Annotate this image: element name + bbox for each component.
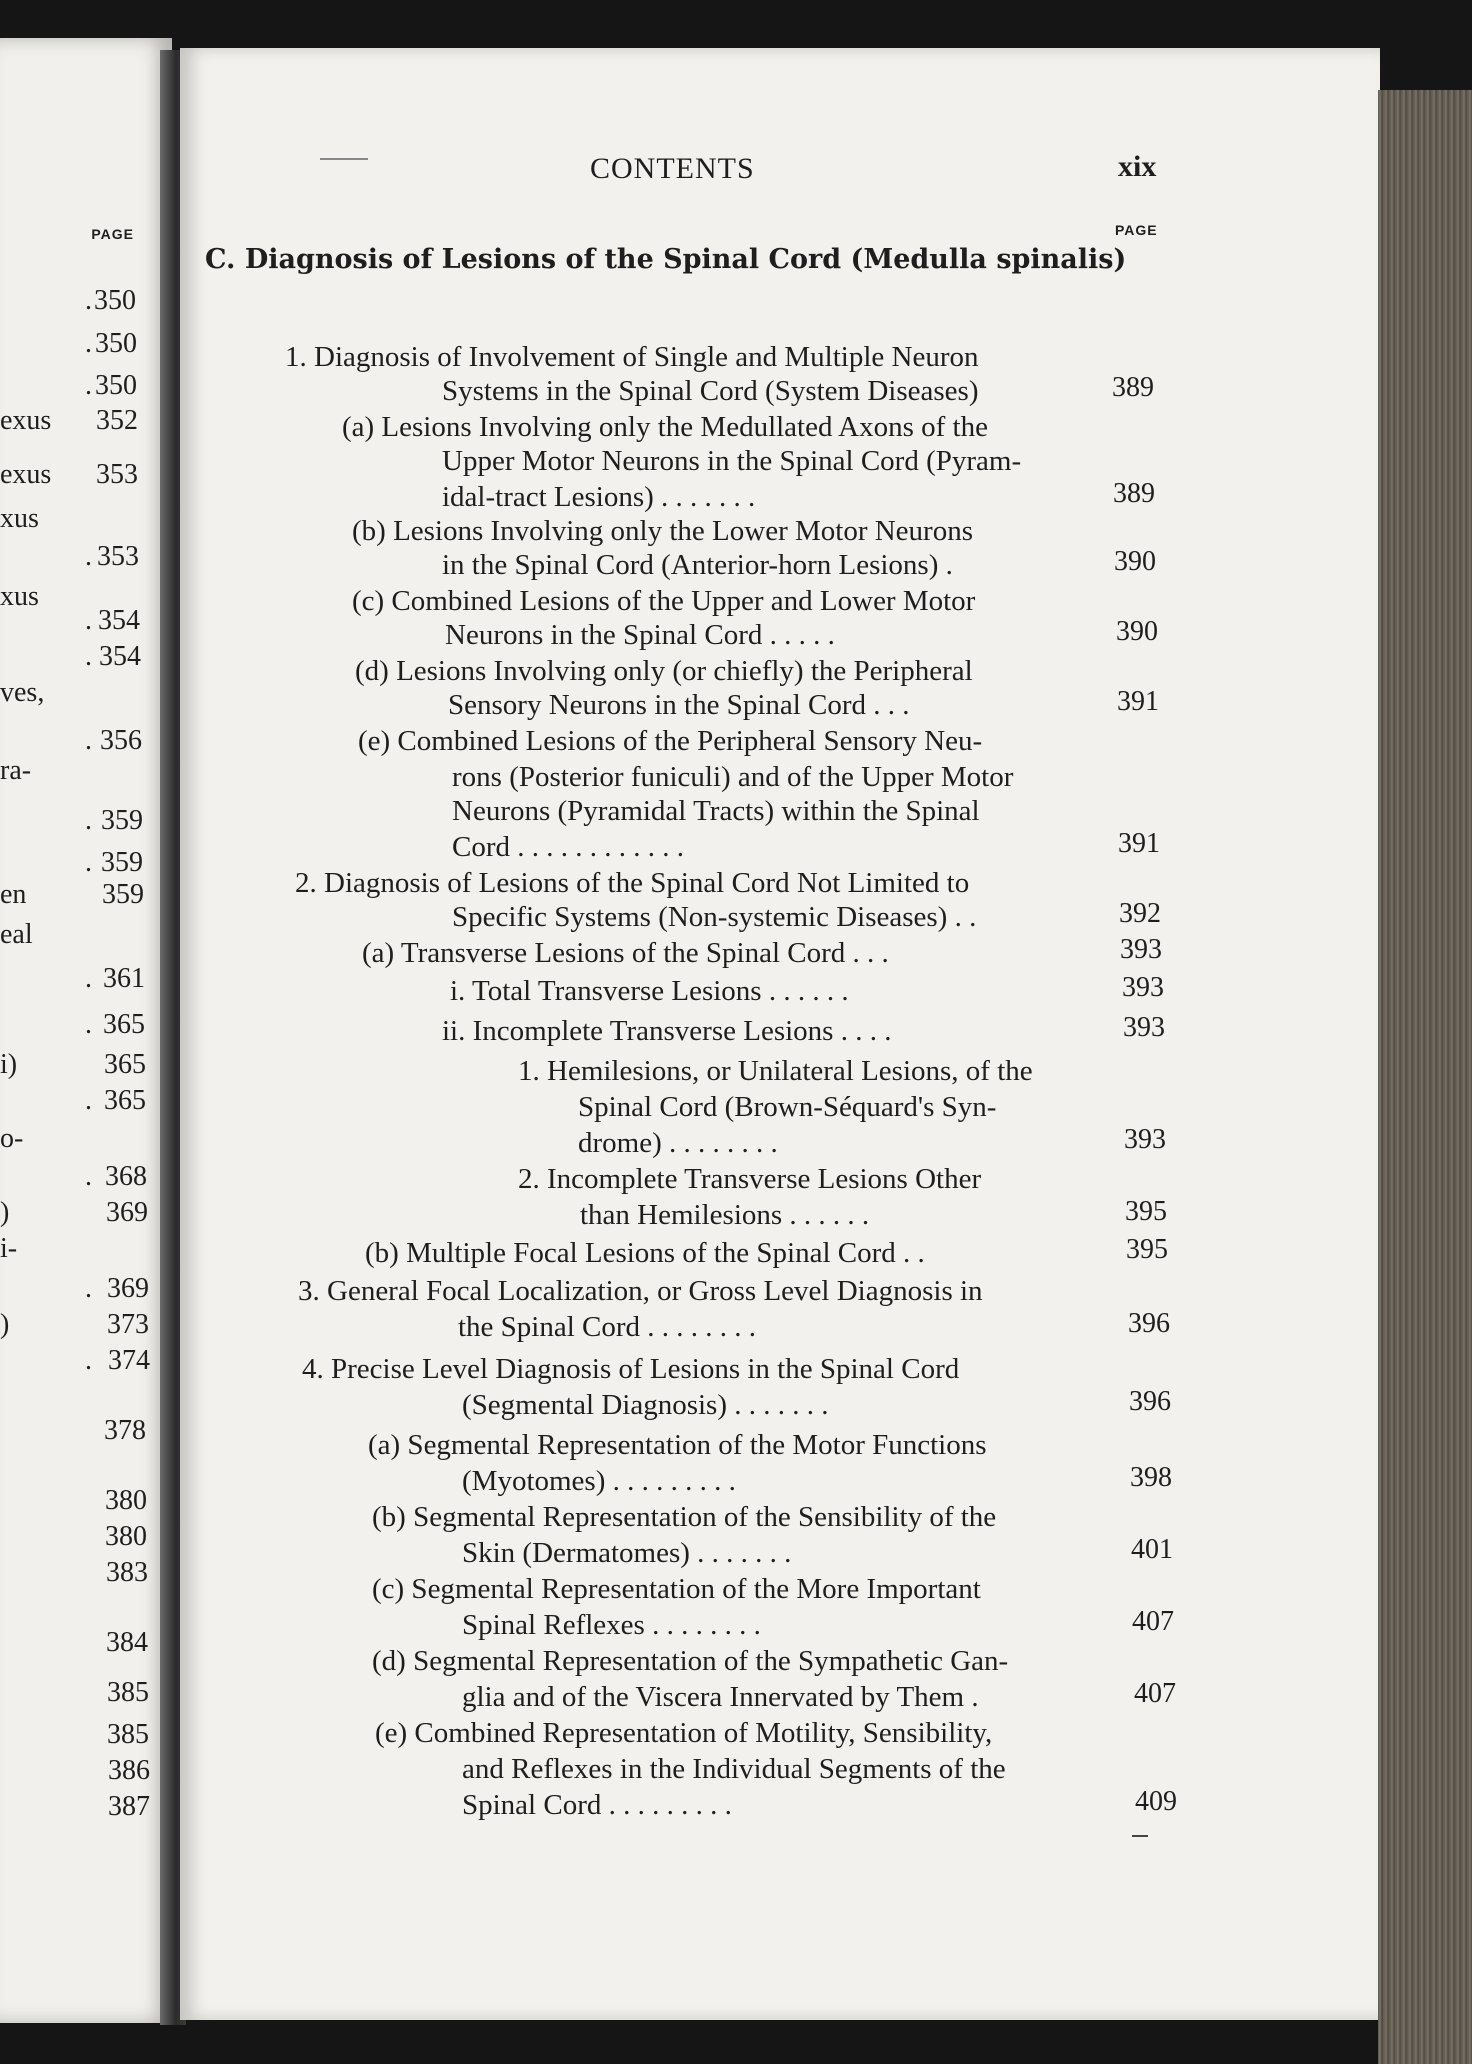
- left-line-page: 378: [104, 1415, 146, 1446]
- ink-mark: [1132, 1835, 1148, 1837]
- left-line-page: 359: [101, 805, 143, 836]
- left-line-text: eal: [0, 919, 33, 950]
- left-line-text: .: [85, 541, 92, 572]
- toc-page-number: 393: [1123, 1012, 1165, 1043]
- left-line-text: ves,: [0, 677, 45, 708]
- toc-entry-line: Sensory Neurons in the Spinal Cord . . .: [448, 689, 910, 721]
- toc-entry-line: (b) Lesions Involving only the Lower Motor Neurons: [352, 515, 973, 547]
- left-line-text: ): [0, 1197, 10, 1228]
- left-line-page: 368: [105, 1161, 147, 1192]
- toc-page-number: 389: [1113, 478, 1155, 509]
- toc-entry-line: Specific Systems (Non-systemic Diseases) . .: [452, 901, 977, 933]
- toc-entry-line: (d) Segmental Representation of the Sympathetic Gan-: [372, 1645, 1009, 1677]
- left-line-page: 354: [98, 605, 140, 636]
- left-line-text: .: [85, 1273, 92, 1304]
- left-line-page: 354: [99, 641, 141, 672]
- right-page: [180, 48, 1380, 2020]
- toc-entry-line: in the Spinal Cord (Anterior-horn Lesions) .: [442, 549, 953, 581]
- toc-entry-line: Systems in the Spinal Cord (System Diseases): [442, 375, 979, 407]
- toc-page-number: 407: [1132, 1606, 1174, 1637]
- left-line-page: 350: [95, 328, 137, 359]
- toc-page-number: 396: [1128, 1308, 1170, 1339]
- left-line-page: 369: [106, 1197, 148, 1228]
- left-line-text: .: [85, 328, 92, 359]
- toc-entry-line: Spinal Reflexes . . . . . . . .: [462, 1609, 761, 1641]
- left-line-text: .: [85, 1345, 92, 1376]
- left-line-page: 380: [105, 1521, 147, 1552]
- left-line-text: .: [85, 1009, 92, 1040]
- section-title: C. Diagnosis of Lesions of the Spinal Cord (Medulla spinalis): [205, 244, 1127, 275]
- left-line-page: 365: [104, 1049, 146, 1080]
- left-line-page: 385: [107, 1677, 149, 1708]
- left-line-page: 365: [104, 1085, 146, 1116]
- left-line-text: i-: [0, 1233, 18, 1264]
- toc-entry-line: (c) Combined Lesions of the Upper and Lower Motor: [352, 585, 976, 617]
- toc-entry-line: idal-tract Lesions) . . . . . . .: [442, 481, 756, 513]
- toc-entry-line: 4. Precise Level Diagnosis of Lesions in the Spinal Cord: [302, 1353, 960, 1385]
- toc-entry-line: 2. Incomplete Transverse Lesions Other: [518, 1163, 982, 1195]
- left-line-text: .: [85, 1161, 92, 1192]
- toc-page-number: 395: [1126, 1234, 1168, 1265]
- left-line-text: .: [85, 370, 92, 401]
- toc-page-number: 409: [1135, 1786, 1177, 1817]
- left-line-page: 374: [108, 1345, 150, 1376]
- left-line-page: 387: [108, 1791, 150, 1822]
- toc-entry-line: (a) Segmental Representation of the Motor Functions: [368, 1429, 987, 1461]
- toc-entry-line: Neurons (Pyramidal Tracts) within the Spinal: [452, 795, 980, 827]
- left-line-page: 369: [107, 1273, 149, 1304]
- toc-page-number: 391: [1118, 828, 1160, 859]
- left-line-page: 356: [100, 725, 142, 756]
- toc-entry-line: rons (Posterior funiculi) and of the Upper Motor: [452, 761, 1014, 793]
- toc-page-number: 398: [1130, 1462, 1172, 1493]
- toc-entry-line: 1. Diagnosis of Involvement of Single and Multiple Neuron: [285, 341, 979, 373]
- left-line-page: 386: [108, 1755, 150, 1786]
- toc-page-number: 393: [1120, 934, 1162, 965]
- toc-page-number: 401: [1131, 1534, 1173, 1565]
- ink-mark: [320, 158, 368, 160]
- left-line-text: .: [85, 805, 92, 836]
- left-line-page: 361: [103, 963, 145, 994]
- left-line-page: 373: [107, 1309, 149, 1340]
- toc-entry-line: (d) Lesions Involving only (or chiefly) the Peripheral: [355, 655, 973, 687]
- left-line-text: ): [0, 1309, 10, 1340]
- left-line-page: 383: [106, 1557, 148, 1588]
- toc-page-number: 396: [1129, 1386, 1171, 1417]
- toc-page-number: 393: [1122, 972, 1164, 1003]
- toc-entry-line: Skin (Dermatomes) . . . . . . .: [462, 1537, 792, 1569]
- toc-entry-line: Neurons in the Spinal Cord . . . . .: [445, 619, 835, 651]
- toc-entry-line: (Myotomes) . . . . . . . . .: [462, 1465, 736, 1497]
- toc-entry-line: (e) Combined Representation of Motility, Sensibility,: [375, 1717, 993, 1749]
- toc-page-number: 392: [1119, 898, 1161, 929]
- left-line-text: .: [85, 963, 92, 994]
- left-line-text: .: [85, 641, 92, 672]
- left-line-page: 350: [94, 285, 136, 316]
- left-line-page: 353: [97, 541, 139, 572]
- left-line-page: 350: [95, 370, 137, 401]
- left-line-text: xus: [0, 503, 39, 534]
- toc-entry-line: (a) Lesions Involving only the Medullated Axons of the: [342, 411, 988, 443]
- left-line-text: ra-: [0, 755, 32, 786]
- toc-page-number: 395: [1125, 1196, 1167, 1227]
- book-edge: [1378, 90, 1472, 2064]
- left-line-page: 359: [101, 847, 143, 878]
- left-line-page: 380: [105, 1485, 147, 1516]
- left-line-page: 365: [103, 1009, 145, 1040]
- toc-entry-line: 1. Hemilesions, or Unilateral Lesions, of the: [518, 1055, 1033, 1087]
- left-line-text: exus: [0, 459, 52, 490]
- toc-page-number: 389: [1112, 372, 1154, 403]
- toc-entry-line: (e) Combined Lesions of the Peripheral Sensory Neu-: [358, 725, 983, 757]
- left-line-text: exus: [0, 405, 52, 436]
- toc-entry-line: ii. Incomplete Transverse Lesions . . . .: [442, 1015, 892, 1047]
- left-line-text: .: [85, 605, 92, 636]
- toc-entry-line: glia and of the Viscera Innervated by Them .: [462, 1681, 979, 1713]
- toc-page-number: 390: [1116, 616, 1158, 647]
- toc-entry-line: Upper Motor Neurons in the Spinal Cord (Pyram-: [442, 445, 1022, 477]
- left-line-page: 352: [96, 405, 138, 436]
- left-page-label: PAGE: [91, 226, 134, 242]
- left-line-text: xus: [0, 581, 39, 612]
- toc-entry-line: (Segmental Diagnosis) . . . . . . .: [462, 1389, 829, 1421]
- toc-page-number: 391: [1117, 686, 1159, 717]
- toc-entry-line: 3. General Focal Localization, or Gross Level Diagnosis in: [298, 1275, 983, 1307]
- left-line-text: .: [85, 847, 92, 878]
- toc-entry-line: drome) . . . . . . . .: [578, 1127, 778, 1159]
- toc-entry-line: Spinal Cord . . . . . . . . .: [462, 1789, 732, 1821]
- left-line-text: .: [85, 725, 92, 756]
- toc-page-number: 390: [1114, 546, 1156, 577]
- left-line-text: .: [85, 285, 92, 316]
- left-line-page: 353: [96, 459, 138, 490]
- left-line-page: 359: [102, 879, 144, 910]
- left-line-text: .: [85, 1085, 92, 1116]
- toc-entry-line: the Spinal Cord . . . . . . . .: [458, 1311, 757, 1343]
- left-line-text: o-: [0, 1123, 24, 1154]
- running-head: CONTENTS: [590, 152, 755, 185]
- left-line-text: i): [0, 1049, 18, 1080]
- left-line-text: en: [0, 879, 27, 910]
- left-page: [0, 38, 172, 2023]
- page-column-label: PAGE: [1115, 222, 1158, 238]
- toc-entry-line: 2. Diagnosis of Lesions of the Spinal Cord Not Limited to: [295, 867, 970, 899]
- toc-entry-line: (b) Segmental Representation of the Sensibility of the: [372, 1501, 997, 1533]
- page-number: xix: [1118, 150, 1157, 183]
- toc-entry-line: Spinal Cord (Brown-Séquard's Syn-: [578, 1091, 997, 1123]
- toc-entry-line: than Hemilesions . . . . . .: [580, 1199, 870, 1231]
- toc-entry-line: i. Total Transverse Lesions . . . . . .: [450, 975, 849, 1007]
- toc-page-number: 407: [1134, 1678, 1176, 1709]
- toc-entry-line: Cord . . . . . . . . . . . .: [452, 831, 684, 863]
- toc-page-number: 393: [1124, 1124, 1166, 1155]
- left-line-page: 384: [106, 1627, 148, 1658]
- toc-entry-line: (a) Transverse Lesions of the Spinal Cord . . .: [362, 937, 889, 969]
- toc-entry-line: and Reflexes in the Individual Segments of the: [462, 1753, 1006, 1785]
- toc-entry-line: (c) Segmental Representation of the More Important: [372, 1573, 981, 1605]
- toc-entry-line: (b) Multiple Focal Lesions of the Spinal Cord . .: [365, 1237, 925, 1269]
- left-line-page: 385: [107, 1719, 149, 1750]
